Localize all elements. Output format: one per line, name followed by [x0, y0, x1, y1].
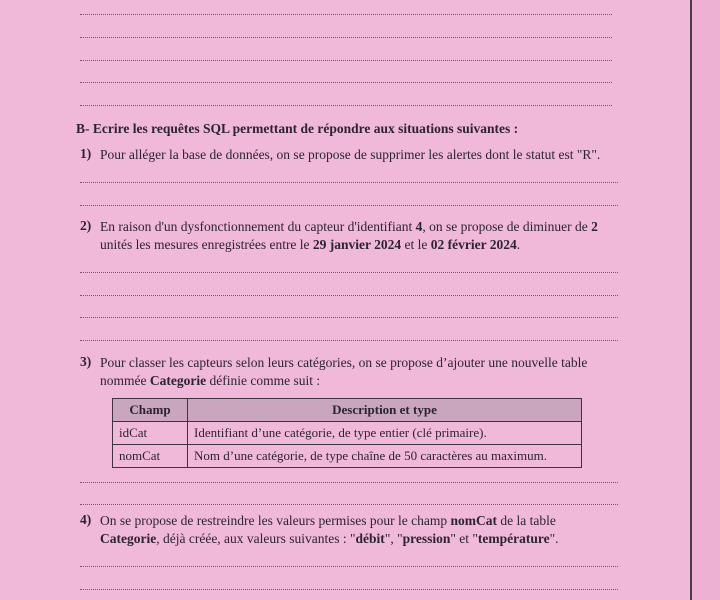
answer-line — [80, 205, 618, 206]
decrement-value: 2 — [591, 219, 598, 234]
text-run: , on se propose de diminuer de — [422, 219, 592, 234]
answer-line — [80, 272, 618, 273]
categorie-definition-table — [112, 398, 582, 468]
answer-line — [80, 566, 618, 567]
text-run: . — [516, 237, 521, 252]
table-name: Categorie — [149, 373, 207, 388]
section-label: B- — [76, 121, 90, 136]
answer-line — [80, 60, 612, 61]
allowed-value: débit — [355, 531, 385, 546]
field-name: nomCat — [450, 513, 498, 528]
answer-line — [80, 14, 612, 15]
text-run: , déjà créée, aux valeurs suivantes : " — [156, 531, 356, 546]
table-name: Categorie — [100, 531, 157, 546]
table-row — [113, 445, 582, 468]
question-number: 3) — [80, 354, 92, 369]
answer-line — [80, 82, 612, 83]
text-run: définie comme suit : — [206, 373, 321, 388]
answer-line — [80, 295, 618, 296]
table-cell: Nom d’une catégorie, de type chaîne de 50 caractères au maximum. — [188, 445, 582, 468]
table-row — [113, 422, 582, 445]
answer-line — [80, 105, 612, 106]
answer-line — [80, 589, 618, 590]
question-2-line-2 — [100, 236, 520, 254]
table-cell: idCat — [113, 422, 188, 445]
text-run: " et " — [450, 531, 478, 546]
question-3-line-2 — [100, 372, 320, 390]
question-number: 4) — [80, 512, 92, 527]
sensor-id: 4 — [415, 219, 423, 234]
answer-line — [80, 182, 618, 183]
page-edge — [690, 0, 720, 600]
end-date: 02 février 2024 — [430, 237, 517, 252]
table-cell: nomCat — [113, 445, 188, 468]
text-run: de la table — [497, 513, 556, 528]
text-run: unités les mesures enregistrées entre le — [100, 237, 313, 252]
column-header: Champ — [113, 399, 188, 422]
text-run: nommée — [100, 373, 150, 388]
text-run: On se propose de restreindre les valeurs permises pour le champ — [100, 513, 451, 528]
allowed-value: pression — [402, 531, 451, 546]
answer-line — [80, 340, 618, 341]
answer-line — [80, 504, 618, 505]
table-header-row — [113, 399, 582, 422]
table-cell: Identifiant d’une catégorie, de type entier (clé primaire). — [188, 422, 582, 445]
question-2-line-1 — [100, 218, 598, 236]
start-date: 29 janvier 2024 — [312, 237, 402, 252]
question-3-line-1: Pour classer les capteurs selon leurs catégories, on se propose d’ajouter une nouvelle table — [100, 355, 588, 370]
text-run: ", " — [384, 531, 403, 546]
question-number: 2) — [80, 218, 92, 233]
question-4-line-2 — [100, 530, 558, 548]
question-4-line-1 — [100, 512, 556, 530]
question-number: 1) — [80, 146, 92, 161]
answer-line — [80, 482, 618, 483]
section-heading — [76, 120, 518, 138]
text-run: et le — [401, 237, 431, 252]
question-1-text: Pour alléger la base de données, on se propose de supprimer les alertes dont le statut est "R". — [100, 147, 601, 162]
text-run: ". — [549, 531, 559, 546]
allowed-value: température — [477, 531, 550, 546]
section-heading-text: Ecrire les requêtes SQL permettant de répondre aux situations suivantes : — [92, 121, 519, 136]
answer-line — [80, 317, 618, 318]
answer-line — [80, 37, 612, 38]
text-run: En raison d'un dysfonctionnement du capteur d'identifiant — [100, 219, 416, 234]
column-header: Description et type — [188, 399, 582, 422]
